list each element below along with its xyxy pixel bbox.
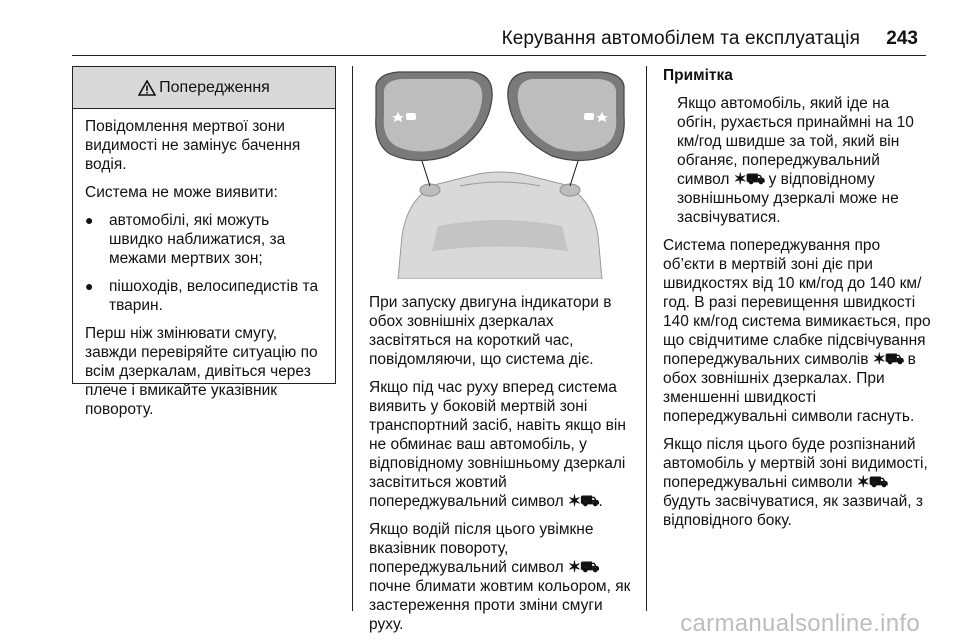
blind-spot-symbol-icon: ✶⛟	[568, 493, 599, 510]
watermark: carmanualsonline.info	[680, 610, 920, 637]
column-divider	[352, 66, 353, 611]
bullet-dot-icon: ●	[85, 278, 94, 294]
warning-box	[72, 66, 336, 418]
column-divider	[646, 66, 647, 611]
note-title: Примітка	[663, 67, 733, 84]
blind-spot-symbol-icon: ✶⛟	[568, 559, 599, 576]
warning-triangle-icon	[138, 80, 156, 96]
paragraph: Якщо водій після цього увімкне вказівник повороту, попереджувальний символ ✶⛟ почне блимати жовтим кольором, як застереження проти зміни смуги руху.	[369, 521, 631, 633]
paragraph: Якщо під час руху вперед система виявить у боковій мертвій зоні транспортний засіб, навіть якщо він не обминає ваш автомобіль, у відповідному зовнішньому дзеркалі засвітиться жовтий попереджувальний символ ✶⛟.	[369, 379, 626, 510]
text-column-3	[663, 66, 933, 539]
warning-bullet	[85, 277, 323, 315]
header-rule	[72, 55, 926, 56]
bullet-dot-icon: ●	[85, 212, 94, 228]
paragraph: Система попереджування про об’єкти в мертвій зоні діє при швидкостях від 10 км/год до 140 км/год. В разі перевищення швидкості 140 км/год система вимикається, про що свідчитиме слабке підсвічування попереджувальних символів ✶⛟ в обох зовнішніх дзеркалах. При зменшенні швидкості попереджувальні символи гаснуть.	[663, 237, 931, 425]
blind-spot-symbol-icon: ✶⛟	[856, 474, 888, 491]
warning-paragraph: Перш ніж змінювати смугу, завжди перевіряйте ситуацію по всім дзеркалам, дивіться через плече і вмикайте указівник повороту.	[85, 325, 318, 418]
warning-title: Попередження	[159, 78, 270, 96]
note-body: Якщо автомобіль, який іде на обгін, рухається принаймні на 10 км/год швидше за той, який він обганяє, попереджувальний символ ✶⛟ у відповідному зовнішньому дзеркалі може не засвічуватися.	[677, 95, 914, 226]
blind-spot-symbol-icon: ✶⛟	[733, 171, 765, 188]
paragraph: Якщо після цього буде розпізнаний автомобіль у мертвій зоні видимості, попереджувальні символи ✶⛟ будуть засвічуватися, як зазвичай, з відповідного боку.	[663, 436, 928, 529]
bullet-text: пішоходів, велосипедистів та тварин.	[109, 278, 319, 314]
warning-paragraph: Повідомлення мертвої зони видимості не замінує бачення водія.	[85, 118, 301, 173]
warning-body	[73, 109, 335, 419]
warning-header	[73, 67, 335, 109]
text-column-2	[369, 293, 637, 643]
warning-bullet	[85, 211, 323, 268]
warning-paragraph: Система не може виявити:	[85, 184, 278, 201]
paragraph: При запуску двигуна індикатори в обох зовнішніх дзеркалах засвітяться на короткий час, повідомляючи, що система діє.	[369, 294, 612, 368]
page-number: 243	[886, 28, 918, 49]
blind-spot-symbol-icon: ✶⛟	[872, 351, 904, 368]
page-header-title: Керування автомобілем та експлуатація	[501, 28, 860, 49]
blind-spot-mirrors-illustration	[368, 66, 632, 279]
bullet-text: автомобілі, які можуть швидко наближатися, за межами мертвих зон;	[109, 212, 286, 267]
